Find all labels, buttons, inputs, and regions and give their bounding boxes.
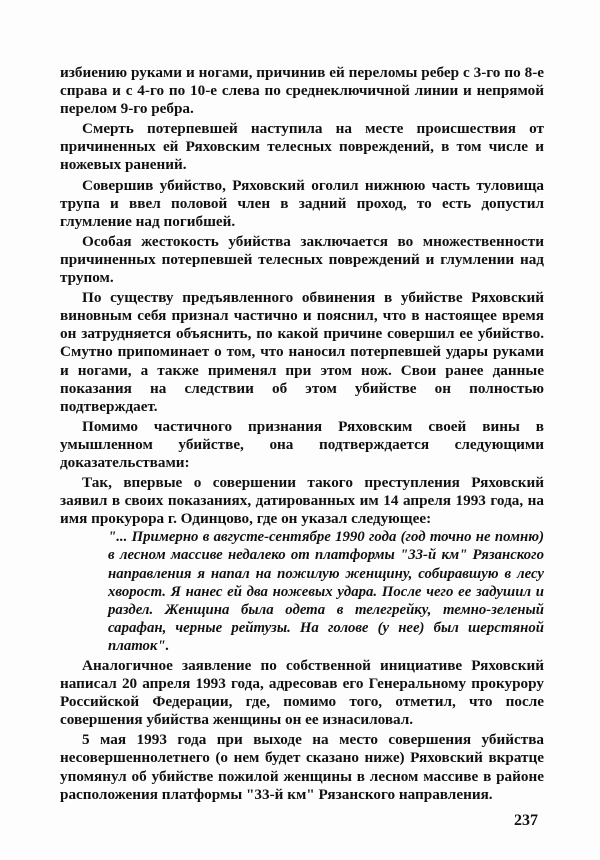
paragraph: 5 мая 1993 года при выходе на место совершения убийства несовершеннолетнего (о нем будет сказано ниже) Ряховский вкратце упомянул об убийстве пожилой женщины в лесном массиве в районе расположения платформы "33-й км" Рязанского направления. (60, 731, 544, 803)
paragraph: Совершив убийство, Ряховский оголил нижнюю часть туловища трупа и ввел половой член в задний проход, то есть допустил глумление над погибшей. (60, 176, 544, 230)
paragraph: Смерть потерпевшей наступила на месте происшествия от причиненных ей Ряховским телесных повреждений, в том числе и ножевых ранений. (60, 120, 544, 174)
page-number: 237 (514, 812, 538, 829)
paragraph: избиению руками и ногами, причинив ей переломы ребер с 3-го по 8-е справа и с 4-го по 10-е слева по среднеключичной линии и непрямой перелом 9-го ребра. (60, 64, 544, 118)
paragraph: Так, впервые о совершении такого преступления Ряховский заявил в своих показаниях, датированных им 14 апреля 1993 года, на имя прокурора г. Одинцово, где он указал следующее: (60, 474, 544, 528)
paragraph: Особая жестокость убийства заключается во множественности причиненных потерпевшей телесных повреждений и глумлении над трупом. (60, 232, 544, 287)
quoted-testimony: "... Примерно в августе-сентябре 1990 года (год точно не помню) в лесном массиве недалеко от платформы "33-й км" Рязанского направления я напал на пожилую женщину, собиравшую в лесу хворост. Я нанес ей два ножевых удара. После чего ее задушил и раздел. Женщина была одета в телегрейку, темно-зеленый сарафан, черные рейтузы. На голове (у нее) был шерстяной платок". (108, 529, 544, 654)
body-text (60, 64, 544, 804)
paragraph: Помимо частичного признания Ряховским своей вины в умышленном убийстве, она подтверждается следующими доказательствами: (60, 417, 544, 471)
paragraph: Аналогичное заявление по собственной инициативе Ряховский написал 20 апреля 1993 года, адресовав его Генеральному прокурору Российской Федерации, где, помимо того, отметил, что после совершения убийства женщины он ее изнасиловал. (60, 657, 544, 729)
paragraph: По существу предъявленного обвинения в убийстве Ряховский виновным себя признал частично и пояснил, что в настоящее время он затрудняется объяснить, по какой причине совершил ее убийство. Смутно припоминает о том, что наносил потерпевшей удары руками и ногами, а также применял при этом нож. Свои ранее данные показания на следствии об этом убийстве он полностью подтверждает. (60, 289, 544, 415)
